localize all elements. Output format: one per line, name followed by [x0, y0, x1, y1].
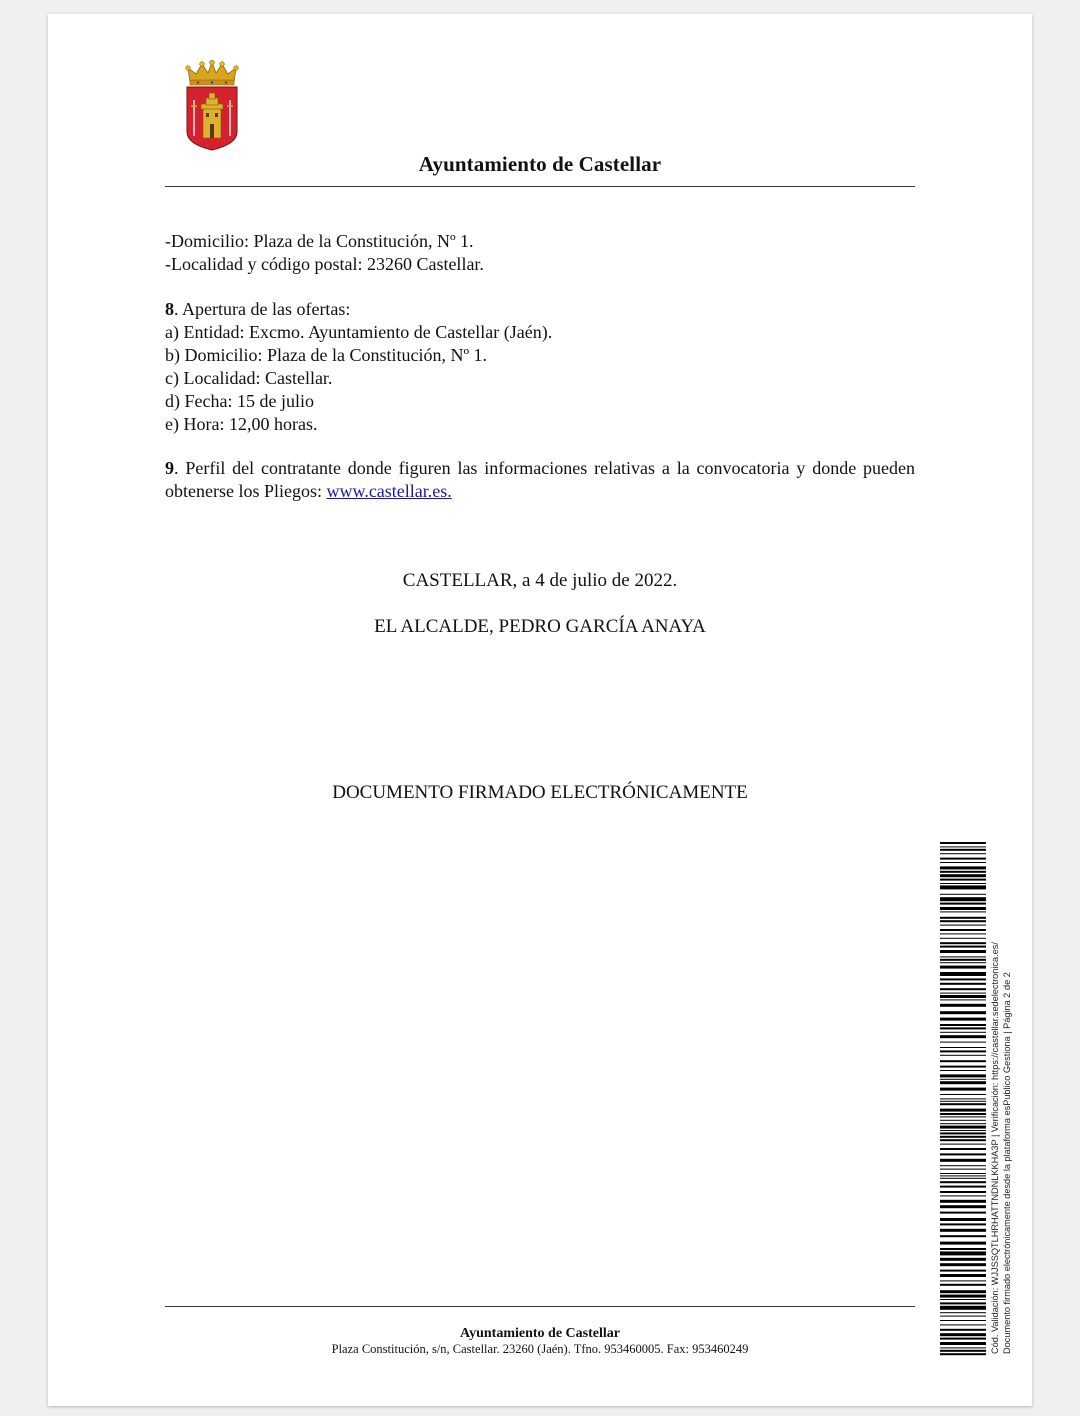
barcode-bar	[940, 962, 986, 963]
barcode-bar	[940, 1066, 986, 1068]
barcode-bar	[940, 1223, 986, 1225]
barcode-bar	[940, 1342, 986, 1345]
section-8-item: c) Localidad: Castellar.	[165, 368, 333, 388]
barcode-bar	[940, 1353, 986, 1355]
barcode-bar	[940, 1338, 986, 1340]
barcode-bar	[940, 972, 986, 976]
barcode-bar	[940, 1186, 986, 1188]
barcode-bar	[940, 942, 986, 944]
barcode-bar	[940, 1242, 986, 1245]
signatory: EL ALCALDE, PEDRO GARCÍA ANAYA	[374, 616, 706, 637]
barcode-bar	[940, 988, 986, 990]
section-8-number: 8	[165, 299, 174, 319]
barcode-bar	[940, 950, 986, 953]
barcode-bar	[940, 1109, 986, 1112]
barcode-bar	[940, 1284, 986, 1286]
barcode-bar	[940, 995, 986, 998]
barcode-bar	[940, 1032, 986, 1033]
barcode-bar	[940, 925, 986, 926]
barcode-bar	[940, 1302, 986, 1304]
footer-divider	[165, 1306, 915, 1307]
barcode-bar	[940, 1290, 986, 1293]
barcode-bar	[940, 879, 986, 881]
barcode-bar	[940, 1248, 986, 1250]
address-domicilio: -Domicilio: Plaza de la Constitución, Nº 1.	[165, 231, 474, 251]
barcode-bar	[940, 1270, 986, 1272]
barcode-bar	[940, 983, 986, 985]
place-date: CASTELLAR, a 4 de julio de 2022.	[402, 570, 678, 591]
barcode-bar	[940, 1229, 986, 1232]
barcode-bar	[940, 1218, 986, 1221]
barcode	[940, 842, 986, 1357]
header-divider	[165, 186, 915, 187]
barcode-bar	[940, 1101, 986, 1102]
barcode-bar	[940, 846, 986, 847]
barcode-bar	[940, 871, 986, 873]
barcode-bar	[940, 1200, 986, 1203]
barcode-bar	[940, 1088, 986, 1091]
barcode-bar	[940, 1263, 986, 1266]
barcode-bar	[940, 956, 986, 957]
barcode-bar	[940, 1169, 986, 1170]
barcode-bar	[940, 1306, 986, 1310]
address-localidad: -Localidad y código postal: 23260 Castellar.	[165, 254, 484, 274]
barcode-bar	[940, 1324, 986, 1325]
signature-platform-text: Documento firmado electrónicamente desde la plataforma esPublico Gestiona | Página 2 de 2	[1002, 972, 1012, 1354]
barcode-bar	[940, 1235, 986, 1237]
barcode-bar	[940, 1333, 986, 1336]
barcode-bar	[940, 1024, 986, 1026]
section-8-item: b) Domicilio: Plaza de la Constitución, Nº 1.	[165, 345, 488, 365]
barcode-bar	[940, 1144, 986, 1145]
barcode-bar	[940, 1329, 986, 1331]
barcode-bar	[940, 933, 986, 934]
barcode-bar	[940, 1191, 986, 1193]
barcode-bar	[940, 966, 986, 969]
barcode-bar	[940, 1098, 986, 1099]
barcode-bar	[940, 1079, 986, 1080]
barcode-bar	[940, 999, 986, 1000]
barcode-bar	[940, 862, 986, 863]
barcode-bar	[940, 1047, 986, 1048]
barcode-bar	[940, 929, 986, 931]
section-9-number: 9	[165, 458, 174, 478]
barcode-bar	[940, 1103, 986, 1105]
barcode-bar	[940, 1295, 986, 1298]
barcode-bar	[940, 1181, 986, 1183]
barcode-bar	[940, 993, 986, 994]
barcode-bar	[940, 917, 986, 919]
barcode-bar	[940, 1165, 986, 1166]
section-8-item: a) Entidad: Excmo. Ayuntamiento de Castellar (Jaén).	[165, 322, 553, 342]
barcode-bar	[940, 1173, 986, 1174]
barcode-bar	[940, 1094, 986, 1095]
barcode-bar	[940, 1060, 986, 1062]
castellar-website-link[interactable]: www.castellar.es.	[326, 481, 452, 501]
barcode-bar	[940, 1153, 986, 1155]
barcode-bar	[940, 1299, 986, 1300]
barcode-bar	[940, 1113, 986, 1115]
section-8-heading	[165, 298, 915, 321]
section-8-item: e) Hora: 12,00 horas.	[165, 414, 318, 434]
address-block	[165, 230, 915, 276]
barcode-bar	[940, 1212, 986, 1214]
barcode-bar	[940, 1018, 986, 1021]
section-9-text: . Perfil del contratante donde figuren las informaciones relativas a la convocatoria y donde pueden obtenerse los Pliegos:	[165, 458, 915, 501]
barcode-bar	[940, 1178, 986, 1179]
barcode-bar	[940, 1081, 986, 1084]
barcode-bar	[940, 1312, 986, 1313]
barcode-bar	[940, 938, 986, 939]
signed-notice: DOCUMENTO FIRMADO ELECTRÓNICAMENTE	[332, 782, 748, 803]
barcode-bar	[940, 1280, 986, 1281]
barcode-bar	[940, 1350, 986, 1352]
barcode-bar	[940, 946, 986, 948]
barcode-bar	[940, 1139, 986, 1141]
section-8-item: d) Fecha: 15 de julio	[165, 391, 314, 411]
barcode-bar	[940, 1027, 986, 1029]
barcode-bar	[940, 853, 986, 854]
barcode-bar	[940, 959, 986, 961]
barcode-bar	[940, 1251, 986, 1255]
barcode-bar	[940, 1258, 986, 1261]
section-8	[165, 298, 915, 436]
barcode-bar	[940, 897, 986, 901]
barcode-bar	[940, 1347, 986, 1348]
barcode-bar	[940, 920, 986, 922]
barcode-bar	[940, 978, 986, 980]
barcode-bar	[940, 1320, 986, 1321]
barcode-bar	[940, 1050, 986, 1052]
barcode-bar	[940, 894, 986, 895]
header-title: Ayuntamiento de Castellar	[418, 152, 662, 176]
barcode-bar	[940, 1148, 986, 1150]
barcode-bar	[940, 1070, 986, 1071]
barcode-bar	[940, 885, 986, 889]
barcode-bar	[940, 1159, 986, 1162]
barcode-bar	[940, 907, 986, 910]
barcode-bar	[940, 903, 986, 905]
barcode-bar	[940, 1175, 986, 1176]
barcode-bar	[940, 1120, 986, 1121]
barcode-bar	[940, 1074, 986, 1077]
barcode-bar	[940, 1004, 986, 1007]
barcode-bar	[940, 866, 986, 869]
barcode-bar	[940, 883, 986, 884]
barcode-bar	[940, 1035, 986, 1038]
barcode-bar	[940, 842, 986, 844]
coat-of-arms-icon	[184, 60, 240, 152]
barcode-bar	[940, 858, 986, 860]
barcode-bar	[940, 1126, 986, 1129]
barcode-bar	[940, 1130, 986, 1131]
document-page	[48, 14, 1032, 1406]
barcode-bar	[940, 1274, 986, 1277]
validation-code-text: Cód. Validación: WJJSSQTLHRHATTNDNLKKHA3P | Verificación: https://castellar.sedelectronica.es/	[990, 942, 1000, 1354]
barcode-bar	[940, 1132, 986, 1134]
barcode-bar	[940, 1116, 986, 1117]
footer-name: Ayuntamiento de Castellar	[460, 1326, 620, 1341]
section-8-title: . Apertura de las ofertas:	[174, 299, 351, 319]
barcode-bar	[940, 1011, 986, 1014]
barcode-bar	[940, 1055, 986, 1056]
section-9	[165, 457, 915, 503]
barcode-bar	[940, 874, 986, 877]
barcode-bar	[940, 1316, 986, 1317]
barcode-bar	[940, 911, 986, 912]
footer-address: Plaza Constitución, s/n, Castellar. 23260 (Jaén). Tfno. 953460005. Fax: 953460249	[331, 1342, 749, 1356]
section-9-paragraph	[165, 457, 915, 503]
barcode-bar	[940, 1195, 986, 1196]
barcode-bar	[940, 1123, 986, 1124]
barcode-bar	[940, 1205, 986, 1208]
barcode-bar	[940, 849, 986, 851]
barcode-bar	[940, 1136, 986, 1138]
barcode-bar	[940, 1042, 986, 1043]
